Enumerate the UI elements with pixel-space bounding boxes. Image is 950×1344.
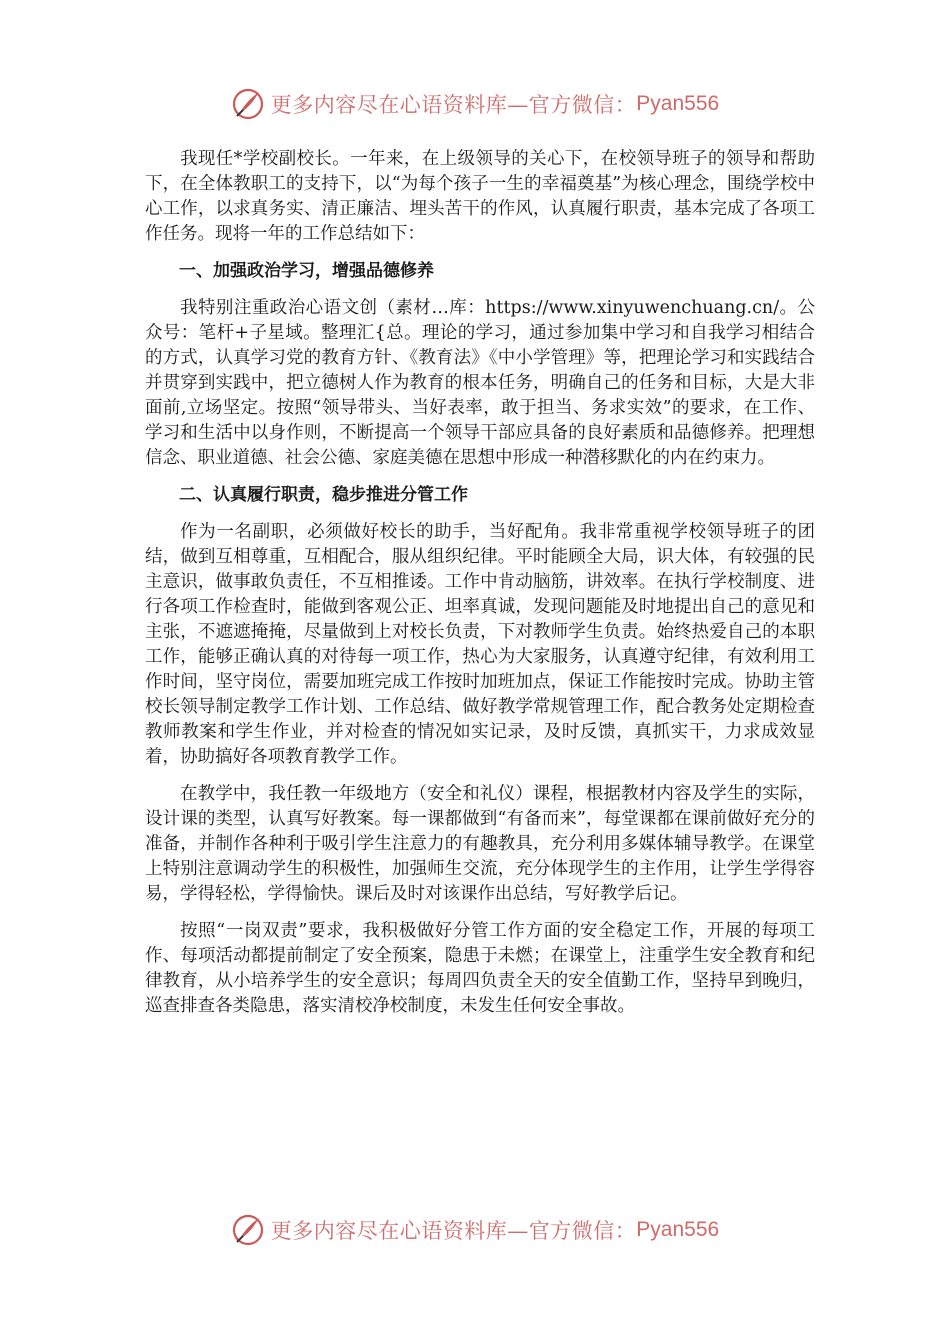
section-1-paragraph: 我特别注重政治心语文创（素材…库：https://www.xinyuwenchuang.cn/。公众号：笔杆+子星域。整理汇{总。理论的学习，通过参加集中学习和自我学习相结合的方式，认真学习党的教育方针、《教育法》《中小学管理》等，把理论学习和实践结合并贯穿到实践中，把立德树人作为教育的根本任务，明确自己的任务和目标，大是大非面前,立场坚定。按照“领导带头、当好表率，敢于担当、务求实效”的要求，在工作、学习和生活中以身作则，不断提高一个领导干部应具备的良好素质和品德修养。把理想信念、职业道德、社会公德、家庭美德在思想中形成一种潜移默化的内在约束力。 xyxy=(145,298,815,468)
document-body xyxy=(145,147,815,1031)
banner-text: 更多内容尽在心语资料库—官方微信： xyxy=(270,93,637,117)
footer-banner xyxy=(0,1210,950,1250)
feather-pen-logo-icon xyxy=(231,1213,265,1247)
section-1-heading: 一、加强政治学习，增强品德修养 xyxy=(179,261,434,281)
section-2-paragraph-2: 在教学中，我任教一年级地方（安全和礼仪）课程，根据教材内容及学生的实际，设计课的类型，认真写好教案。每一课都做到“有备而来”，每堂课都在课前做好充分的准备，并制作各种利于吸引学生注意力的有趣教具，充分利用多媒体辅导教学。在课堂上特别注意调动学生的积极性，加强师生交流，充分体现学生的主作用，让学生学得容易，学得轻松，学得愉快。课后及时对该课作出总结，写好教学后记。 xyxy=(145,784,815,904)
section-2-paragraph-3: 按照“一岗双责”要求，我积极做好分管工作方面的安全稳定工作，开展的每项工作、每项活动都提前制定了安全预案，隐患于未燃；在课堂上，注重学生安全教育和纪律教育，从小培养学生的安全意识；每周四负责全天的安全值勤工作，坚持早到晚归，巡查排查各类隐患，落实清校净校制度，未发生任何安全事故。 xyxy=(145,921,815,1016)
section-2-paragraph-1: 作为一名副职，必须做好校长的助手，当好配角。我非常重视学校领导班子的团结，做到互相尊重，互相配合，服从组织纪律。平时能顾全大局，识大体，有较强的民主意识，做事敢负责任，不互相推诿。工作中肯动脑筋，讲效率。在执行学校制度、进行各项工作检查时，能做到客观公正、坦率真诚，发现问题能及时地提出自己的意见和主张，不遮遮掩掩，尽量做到上对校长负责，下对教师学生负责。始终热爱自己的本职工作，能够正确认真的对待每一项工作，热心为大家服务，认真遵守纪律，有效利用工作时间，坚守岗位，需要加班完成工作按时加班加点，保证工作能按时完成。协助主管校长领导制定教学工作计划、工作总结、做好教学常规管理工作，配合教务处定期检查教师教案和学生作业，并对检查的情况如实记录，及时反馈，真抓实干，力求成效显着，协助搞好各项教育教学工作。 xyxy=(145,522,815,767)
banner-wechat-id: Pyan556 xyxy=(636,1218,720,1241)
section-2-heading: 二、认真履行职责，稳步推进分管工作 xyxy=(179,485,468,505)
feather-pen-logo-icon xyxy=(231,87,265,121)
banner-wechat-id: Pyan556 xyxy=(636,92,720,115)
banner-text: 更多内容尽在心语资料库—官方微信： xyxy=(270,1219,637,1243)
intro-paragraph: 我现任*学校副校长。一年来，在上级领导的关心下，在校领导班子的领导和帮助下，在全体教职工的支持下，以“为每个孩子一生的幸福奠基”为核心理念，围绕学校中心工作，以求真务实、清正廉洁、埋头苦干的作风，认真履行职责，基本完成了各项工作任务。现将一年的工作总结如下： xyxy=(145,149,815,244)
header-banner xyxy=(0,84,950,124)
